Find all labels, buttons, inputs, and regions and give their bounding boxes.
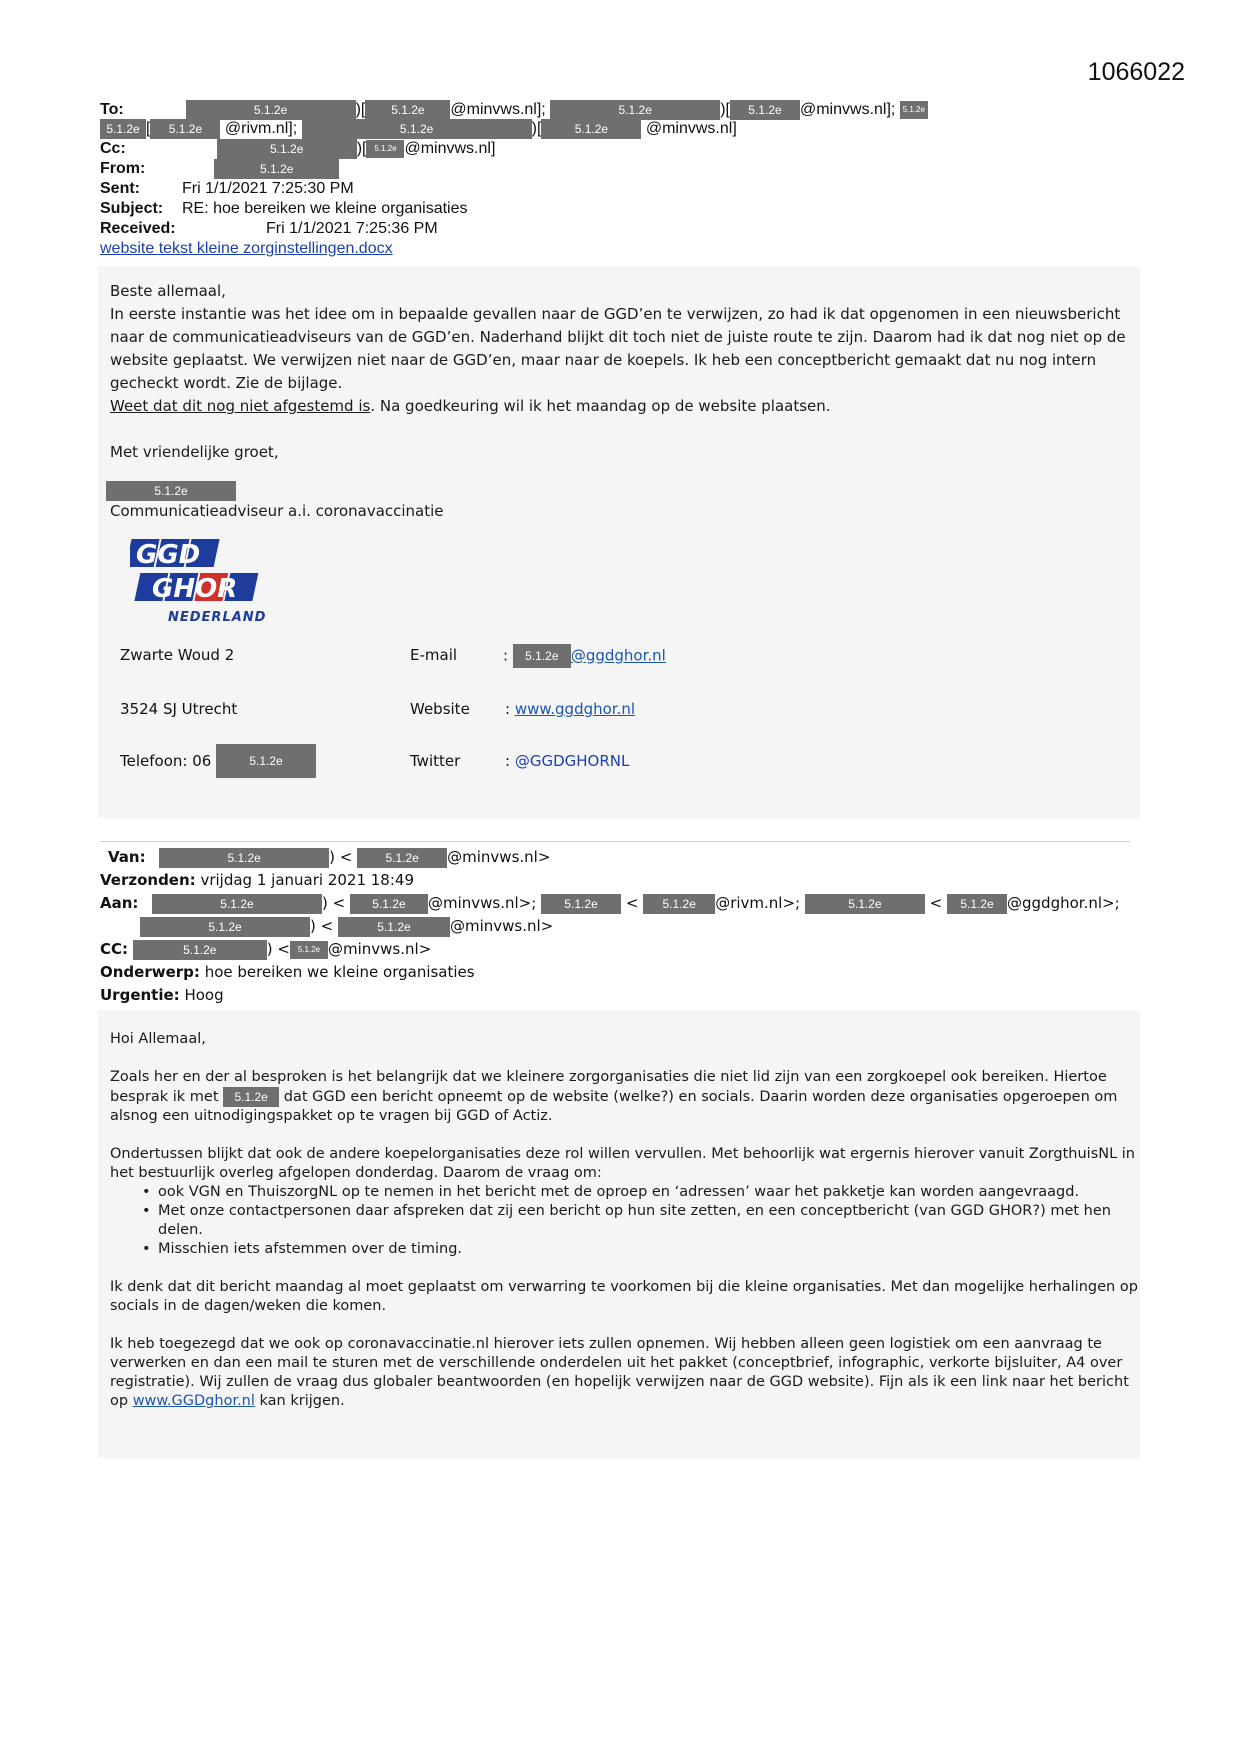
- redaction: 5.1.2e: [338, 917, 450, 937]
- redaction: 5.1.2e: [513, 644, 571, 668]
- list-item: • Misschien iets afstemmen over de timing.: [158, 1240, 1140, 1259]
- paragraph-2: Ondertussen blijkt dat ook de andere koepelorganisaties deze rol willen vervullen. Met behoorlijk wat ergernis hierover vanuit ZorgthuisNL in het bestuurlijk overleg afgelopen donderdag. Daarom de vraag om:: [110, 1146, 1135, 1181]
- phone-label: Telefoon: 06: [120, 752, 212, 770]
- redaction: 5.1.2e: [350, 894, 428, 914]
- attachment-link[interactable]: website tekst kleine zorginstellingen.docx: [100, 240, 393, 257]
- list-item: • ook VGN en ThuiszorgNL op te nemen in het bericht met de oproep en ‘adressen’ waar het pakketje kan worden aangevraagd.: [158, 1183, 1140, 1202]
- received-line: [100, 219, 438, 239]
- subject-value: RE: hoe bereiken we kleine organisaties: [182, 200, 468, 217]
- divider: [100, 841, 1130, 842]
- redaction: 5.1.2e: [805, 894, 925, 914]
- separator: ) <: [310, 917, 334, 935]
- redaction: 5.1.2e: [643, 894, 715, 914]
- colon: :: [505, 700, 511, 718]
- from-label: From:: [100, 160, 146, 178]
- redaction: 5.1.2e: [152, 894, 322, 914]
- redaction: 5.1.2e: [216, 744, 316, 778]
- subject-label: Subject:: [100, 200, 164, 217]
- separator: )[: [356, 140, 367, 158]
- email-label: E-mail: [410, 646, 458, 664]
- bullet-list: [110, 1183, 1140, 1259]
- separator: )[: [355, 101, 366, 119]
- redaction: 5.1.2e: [106, 481, 236, 501]
- closing: Met vriendelijke groet,: [110, 443, 279, 461]
- phone-redaction: [216, 744, 316, 778]
- separator: <: [929, 894, 943, 912]
- website-label: Website: [410, 700, 470, 718]
- redaction: 5.1.2e: [133, 940, 267, 960]
- redaction: 5.1.2e: [217, 139, 357, 159]
- redaction: 5.1.2e: [541, 119, 641, 139]
- onderwerp-line: [100, 961, 475, 983]
- redaction: 5.1.2e: [900, 101, 928, 119]
- subject-line: [100, 199, 468, 219]
- twitter-label: Twitter: [410, 752, 461, 770]
- address-line-2: 3524 SJ Utrecht: [120, 700, 238, 718]
- colon: :: [505, 752, 511, 770]
- onderwerp-label: Onderwerp:: [100, 963, 200, 981]
- received-label: Received:: [100, 220, 176, 237]
- from-line: [100, 159, 339, 179]
- email-domain: @minvws.nl];: [450, 101, 546, 119]
- redaction: 5.1.2e: [947, 894, 1007, 914]
- ggdghor-link[interactable]: www.GGDghor.nl: [132, 1393, 255, 1409]
- separator: ) <: [266, 940, 290, 958]
- email-value: [503, 644, 666, 668]
- redaction: 5.1.2e: [357, 848, 447, 868]
- twitter-value: [505, 752, 629, 770]
- email-domain: @ggdghor.nl>;: [1007, 894, 1120, 912]
- logo-text-ghor: GHOR: [152, 574, 238, 604]
- separator: )[: [531, 120, 542, 138]
- text: . Na goedkeuring wil ik het maandag op de website plaatsen.: [370, 397, 831, 415]
- greeting: Hoi Allemaal,: [110, 1031, 206, 1047]
- cc-label: Cc:: [100, 140, 126, 158]
- separator: <: [625, 894, 639, 912]
- aan-line-2: [140, 915, 553, 937]
- redaction: 5.1.2e: [302, 119, 532, 139]
- cc-fw-label: CC:: [100, 940, 129, 958]
- email-domain: @rivm.nl>;: [715, 894, 801, 912]
- logo-text-nederland: NEDERLAND: [168, 610, 267, 625]
- redaction: 5.1.2e: [186, 100, 356, 120]
- twitter-handle[interactable]: @GGDGHORNL: [514, 752, 630, 770]
- greeting: Beste allemaal,: [110, 282, 226, 300]
- aan-label: Aan:: [100, 894, 139, 912]
- onderwerp-value: hoe bereiken we kleine organisaties: [204, 963, 475, 981]
- sent-label: Sent:: [100, 180, 140, 197]
- sent-line: [100, 179, 354, 199]
- van-line: [108, 846, 550, 868]
- separator: ) <: [321, 894, 346, 912]
- paragraph-4: [110, 1335, 1140, 1411]
- redaction: 5.1.2e: [140, 917, 310, 937]
- urgentie-label: Urgentie:: [100, 986, 180, 1004]
- website-link[interactable]: www.ggdghor.nl: [514, 700, 636, 718]
- sent-value: Fri 1/1/2021 7:25:30 PM: [182, 180, 354, 197]
- text: dat GGD een bericht opneemt op de website (welke?) en socials. Daarin worden deze organisaties opgeroepen om alsnog een uitnodigingspakket op te vragen bij GGD of Actiz.: [110, 1089, 1118, 1124]
- aan-line-1: [100, 892, 1120, 914]
- document-number: 1066022: [1087, 58, 1185, 86]
- redaction: 5.1.2e: [366, 140, 404, 158]
- verzonden-label: Verzonden:: [100, 871, 196, 889]
- redaction: 5.1.2e: [214, 159, 339, 179]
- message1-body: [110, 280, 1140, 464]
- text: Ik heb toegezegd dat we ook op coronavaccinatie.nl hierover iets zullen opnemen. Wij hebben alleen geen logistiek om een aanvraag te verwerken en dan een mail te sturen met de verschillende onderdelen uit het pakket (conceptbrief, infographic, verkorte bijsluiter, A4 over registratie). Wij zullen de vraag dus globaler beantwoorden (en hopelijk verwijzen naar de GGD website). Fijn als ik een link naar het bericht op: [110, 1336, 1129, 1409]
- redaction: 5.1.2e: [150, 119, 220, 139]
- to-line-1: [100, 100, 928, 120]
- to-line-2: 5.1.2e [ 5.1.2e @rivm.nl]; 5.1.2e )[ 5.1.2e @minvws.nl]: [100, 119, 737, 139]
- redaction: 5.1.2e: [730, 100, 800, 120]
- list-item: • Met onze contactpersonen daar afspreken dat zij een bericht op hun site zetten, en een conceptbericht (van GGD GHOR?) met hen delen.: [158, 1202, 1140, 1240]
- email-domain-link[interactable]: @ggdghor.nl: [570, 646, 666, 665]
- cc-fw-line: [100, 938, 431, 960]
- separator: ) <: [329, 848, 353, 866]
- email-domain: @minvws.nl>: [328, 940, 432, 958]
- website-value: [505, 700, 635, 718]
- email-domain: @minvws.nl];: [799, 101, 896, 119]
- attachment-line: [100, 239, 393, 259]
- text: Zoals her en der al besproken is het belangrijk dat we kleinere zorgorganisaties die niet lid zijn van een zorgkoepel ook bereiken. Hiertoe besprak ik met: [110, 1069, 1107, 1105]
- paragraph-tail: [110, 395, 1140, 418]
- redaction: 5.1.2e: [541, 894, 621, 914]
- paragraph-3: Ik denk dat dit bericht maandag al moet geplaatst om verwarring te voorkomen bij die kleine organisaties. Met dan mogelijke herhalingen op socials in de dagen/weken die komen.: [110, 1279, 1138, 1314]
- text: kan krijgen.: [259, 1393, 345, 1409]
- urgentie-line: [100, 984, 224, 1006]
- sender-name: [106, 481, 236, 501]
- underlined-text: Weet dat dit nog niet afgestemd is: [110, 397, 371, 415]
- email-domain: @minvws.nl]: [645, 120, 737, 138]
- redaction: 5.1.2e: [100, 119, 146, 139]
- colon: :: [503, 646, 509, 665]
- email-domain: @minvws.nl>;: [427, 894, 537, 912]
- redaction: 5.1.2e: [290, 941, 328, 959]
- redaction: 5.1.2e: [365, 100, 450, 120]
- paragraph: In eerste instantie was het idee om in bepaalde gevallen naar de GGD’en te verwijzen, zo had ik dat opgenomen in een nieuwsbericht naar de communicatieadviseurs van de GGD’en. Naderhand blijkt dit toch niet de juiste route te zijn. Daarom had ik dat nog niet op de website geplaatst. We verwijzen niet naar de GGD’en, maar naar de koepels. Ik heb een conceptbericht gemaakt dat nu nog intern gecheckt wordt. Zie de bijlage.: [110, 305, 1126, 392]
- email-domain: @minvws.nl>: [449, 917, 554, 935]
- sender-role: Communicatieadviseur a.i. coronavaccinatie: [110, 502, 444, 520]
- ggd-ghor-logo: [130, 537, 290, 627]
- van-label: Van:: [108, 848, 146, 866]
- phone-line: [120, 752, 211, 770]
- to-label: To:: [100, 101, 124, 119]
- redaction: 5.1.2e: [223, 1087, 279, 1107]
- redaction: 5.1.2e: [159, 848, 329, 868]
- urgentie-value: Hoog: [184, 986, 224, 1004]
- address-line-1: Zwarte Woud 2: [120, 646, 235, 664]
- message2-body: [110, 1030, 1140, 1411]
- received-value: Fri 1/1/2021 7:25:36 PM: [266, 220, 438, 237]
- verzonden-value: vrijdag 1 januari 2021 18:49: [200, 871, 414, 889]
- email-domain: @rivm.nl];: [224, 120, 298, 138]
- email-domain: @minvws.nl>: [447, 848, 551, 866]
- verzonden-line: [100, 869, 414, 891]
- paragraph-1: [110, 1068, 1140, 1126]
- redaction: 5.1.2e: [550, 100, 720, 120]
- cc-line: [100, 139, 495, 159]
- separator: )[: [720, 101, 730, 119]
- logo-text-ggd: GGD: [136, 540, 201, 570]
- email-domain: @minvws.nl]: [404, 140, 496, 158]
